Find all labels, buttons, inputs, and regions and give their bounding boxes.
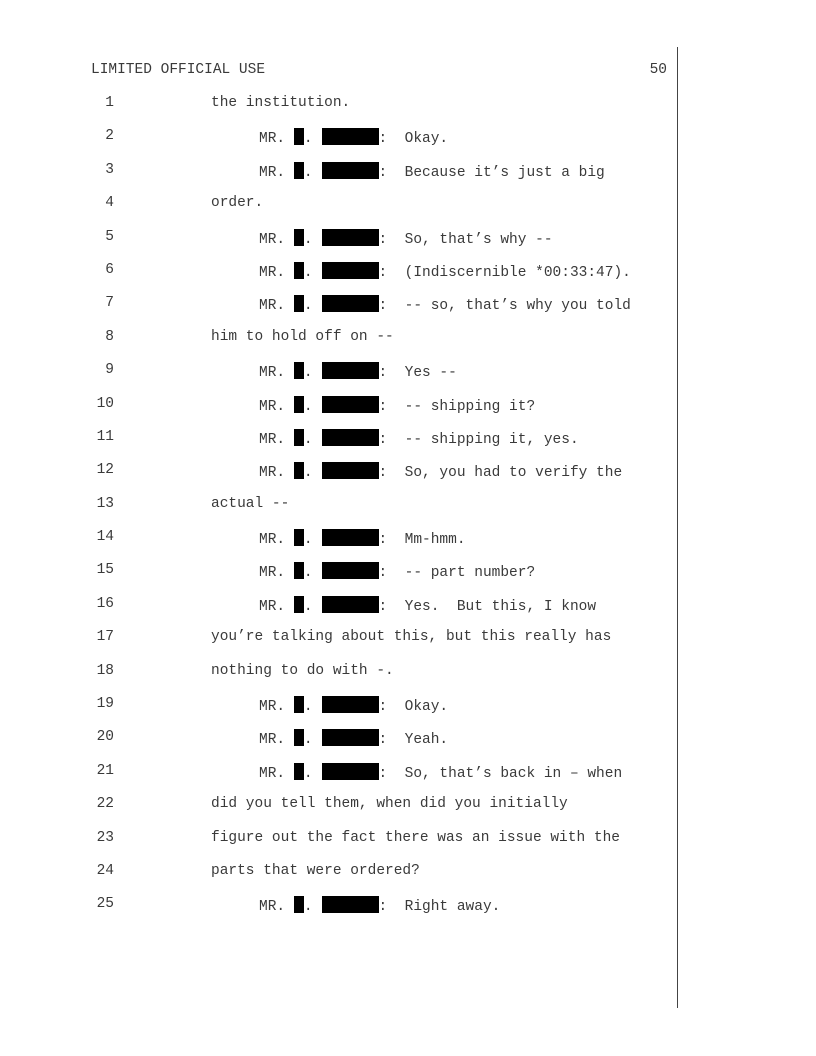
line-number: 20 (96, 729, 114, 746)
speaker-line: MR. . : Mm-hmm. (259, 529, 466, 549)
speaker-title: MR. (259, 431, 286, 448)
continuation-line: him to hold off on -- (211, 328, 394, 345)
line-number: 19 (96, 696, 114, 713)
speaker-line: MR. . : Yeah. (259, 729, 448, 749)
redacted-surname (322, 462, 379, 479)
speaker-colon: : (378, 431, 405, 448)
speaker-title: MR. (259, 231, 286, 248)
speaker-colon: : (378, 298, 405, 315)
continuation-line: did you tell them, when did you initially (211, 796, 568, 813)
transcript-line (0, 596, 816, 629)
speech-text: (Indiscernible *00:33:47). (404, 264, 631, 281)
continuation-line: order. (211, 195, 264, 212)
transcript-line (0, 329, 816, 362)
transcript-line (0, 429, 816, 462)
redacted-initial (294, 696, 304, 713)
speaker-colon: : (378, 131, 405, 148)
speaker-title: MR. (259, 699, 286, 716)
speaker-colon: : (378, 532, 405, 549)
transcript-line (0, 295, 816, 328)
speaker-title: MR. (259, 164, 286, 181)
speaker-title: MR. (259, 732, 286, 749)
redacted-surname (322, 162, 379, 179)
speech-text: Because it’s just a big (404, 164, 605, 181)
page-number: 50 (649, 62, 667, 78)
speaker-line: MR. . : Yes. But this, I know (259, 596, 596, 616)
line-number: 14 (96, 529, 114, 546)
speaker-line: MR. . : So, you had to verify the (259, 462, 622, 482)
line-number: 10 (96, 395, 114, 412)
speaker-line: MR. . : -- shipping it, yes. (259, 429, 579, 449)
speaker-title: MR. (259, 899, 286, 916)
transcript-lines (0, 95, 816, 930)
speech-text: Right away. (404, 899, 501, 916)
speech-text: Yeah. (404, 732, 449, 749)
line-number: 17 (96, 629, 114, 646)
redacted-initial (294, 262, 304, 279)
speech-text: So, that’s why -- (404, 231, 553, 248)
line-number: 11 (96, 428, 114, 445)
line-number: 9 (105, 362, 114, 379)
transcript-line (0, 663, 816, 696)
line-number: 25 (96, 896, 114, 913)
transcript-line (0, 162, 816, 195)
line-number: 2 (105, 128, 114, 145)
speech-text: -- so, that’s why you told (404, 298, 631, 315)
transcript-line (0, 729, 816, 762)
speaker-title: MR. (259, 131, 286, 148)
speaker-title: MR. (259, 598, 286, 615)
speaker-colon: : (378, 699, 405, 716)
redacted-initial (294, 295, 304, 312)
redacted-surname (322, 229, 379, 246)
redacted-initial (294, 596, 304, 613)
redacted-initial (294, 763, 304, 780)
line-number: 4 (105, 195, 114, 212)
line-number: 7 (105, 295, 114, 312)
transcript-line (0, 262, 816, 295)
line-number: 22 (96, 796, 114, 813)
speech-text: So, you had to verify the (404, 465, 623, 482)
line-number: 23 (96, 829, 114, 846)
speaker-colon: : (378, 231, 405, 248)
speech-text: So, that’s back in – when (404, 765, 623, 782)
redacted-surname (322, 128, 379, 145)
transcript-line (0, 128, 816, 161)
speaker-line: MR. . : Right away. (259, 896, 500, 916)
redacted-initial (294, 462, 304, 479)
speaker-colon: : (378, 264, 405, 281)
speaker-title: MR. (259, 264, 286, 281)
redacted-surname (322, 763, 379, 780)
speaker-line: MR. . : -- part number? (259, 562, 535, 582)
speech-text: Okay. (404, 131, 449, 148)
line-number: 18 (96, 662, 114, 679)
speaker-colon: : (378, 732, 405, 749)
redacted-surname (322, 896, 379, 913)
transcript-line (0, 863, 816, 896)
speaker-title: MR. (259, 532, 286, 549)
continuation-line: figure out the fact there was an issue with the (211, 829, 620, 846)
line-number: 5 (105, 228, 114, 245)
speaker-title: MR. (259, 365, 286, 382)
redacted-surname (322, 396, 379, 413)
line-number: 16 (96, 595, 114, 612)
line-number: 21 (96, 762, 114, 779)
speaker-colon: : (378, 398, 405, 415)
continuation-line: the institution. (211, 95, 351, 111)
redacted-surname (322, 729, 379, 746)
speaker-line: MR. . : Okay. (259, 696, 448, 716)
redacted-surname (322, 562, 379, 579)
speech-text: Yes. But this, I know (404, 598, 597, 615)
speech-text: Okay. (404, 699, 449, 716)
speaker-line: MR. . : So, that’s why -- (259, 229, 553, 249)
line-number: 6 (105, 261, 114, 278)
redacted-surname (322, 295, 379, 312)
speaker-line: MR. . : (Indiscernible *00:33:47). (259, 262, 631, 282)
redacted-surname (322, 262, 379, 279)
speaker-colon: : (378, 365, 405, 382)
speech-text: -- shipping it, yes. (404, 431, 579, 448)
transcript-line (0, 496, 816, 529)
line-number: 13 (96, 495, 114, 512)
speaker-colon: : (378, 565, 405, 582)
speaker-title: MR. (259, 465, 286, 482)
redacted-initial (294, 729, 304, 746)
transcript-line (0, 529, 816, 562)
redacted-initial (294, 429, 304, 446)
transcript-line (0, 562, 816, 595)
continuation-line: nothing to do with -. (211, 662, 394, 679)
speaker-title: MR. (259, 765, 286, 782)
transcript-line (0, 830, 816, 863)
transcript-line (0, 896, 816, 929)
continuation-line: actual -- (211, 495, 290, 512)
speaker-line: MR. . : -- shipping it? (259, 396, 535, 416)
transcript-line (0, 95, 816, 128)
transcript-line (0, 629, 816, 662)
speech-text: Mm-hmm. (404, 532, 466, 549)
speaker-colon: : (378, 465, 405, 482)
speaker-colon: : (378, 598, 405, 615)
continuation-line: parts that were ordered? (211, 862, 420, 879)
transcript-line (0, 763, 816, 796)
line-number: 15 (96, 562, 114, 579)
speaker-colon: : (378, 899, 405, 916)
line-number: 12 (96, 462, 114, 479)
speech-text: Yes -- (404, 365, 457, 382)
line-number: 1 (105, 95, 114, 111)
line-number: 3 (105, 161, 114, 178)
redacted-surname (322, 362, 379, 379)
speaker-line: MR. . : Yes -- (259, 362, 457, 382)
line-number: 8 (105, 328, 114, 345)
speaker-line: MR. . : Okay. (259, 128, 448, 148)
redacted-initial (294, 396, 304, 413)
redacted-surname (322, 596, 379, 613)
speech-text: -- part number? (404, 565, 536, 582)
transcript-line (0, 462, 816, 495)
speaker-colon: : (378, 164, 405, 181)
speech-text: -- shipping it? (404, 398, 536, 415)
transcript-line (0, 195, 816, 228)
speaker-title: MR. (259, 565, 286, 582)
speaker-line: MR. . : Because it’s just a big (259, 162, 605, 182)
redacted-initial (294, 529, 304, 546)
speaker-line: MR. . : So, that’s back in – when (259, 763, 622, 783)
redacted-initial (294, 229, 304, 246)
speaker-colon: : (378, 765, 405, 782)
transcript-line (0, 696, 816, 729)
redacted-surname (322, 429, 379, 446)
redacted-surname (322, 529, 379, 546)
speaker-line: MR. . : -- so, that’s why you told (259, 295, 631, 315)
speaker-title: MR. (259, 398, 286, 415)
speaker-title: MR. (259, 298, 286, 315)
transcript-line (0, 396, 816, 429)
redacted-initial (294, 128, 304, 145)
redacted-initial (294, 362, 304, 379)
redacted-initial (294, 162, 304, 179)
redacted-initial (294, 896, 304, 913)
transcript-line (0, 362, 816, 395)
classification-header: LIMITED OFFICIAL USE (91, 62, 266, 78)
transcript-line (0, 796, 816, 829)
continuation-line: you’re talking about this, but this really has (211, 629, 612, 646)
line-number: 24 (96, 862, 114, 879)
transcript-line (0, 229, 816, 262)
redacted-initial (294, 562, 304, 579)
redacted-surname (322, 696, 379, 713)
